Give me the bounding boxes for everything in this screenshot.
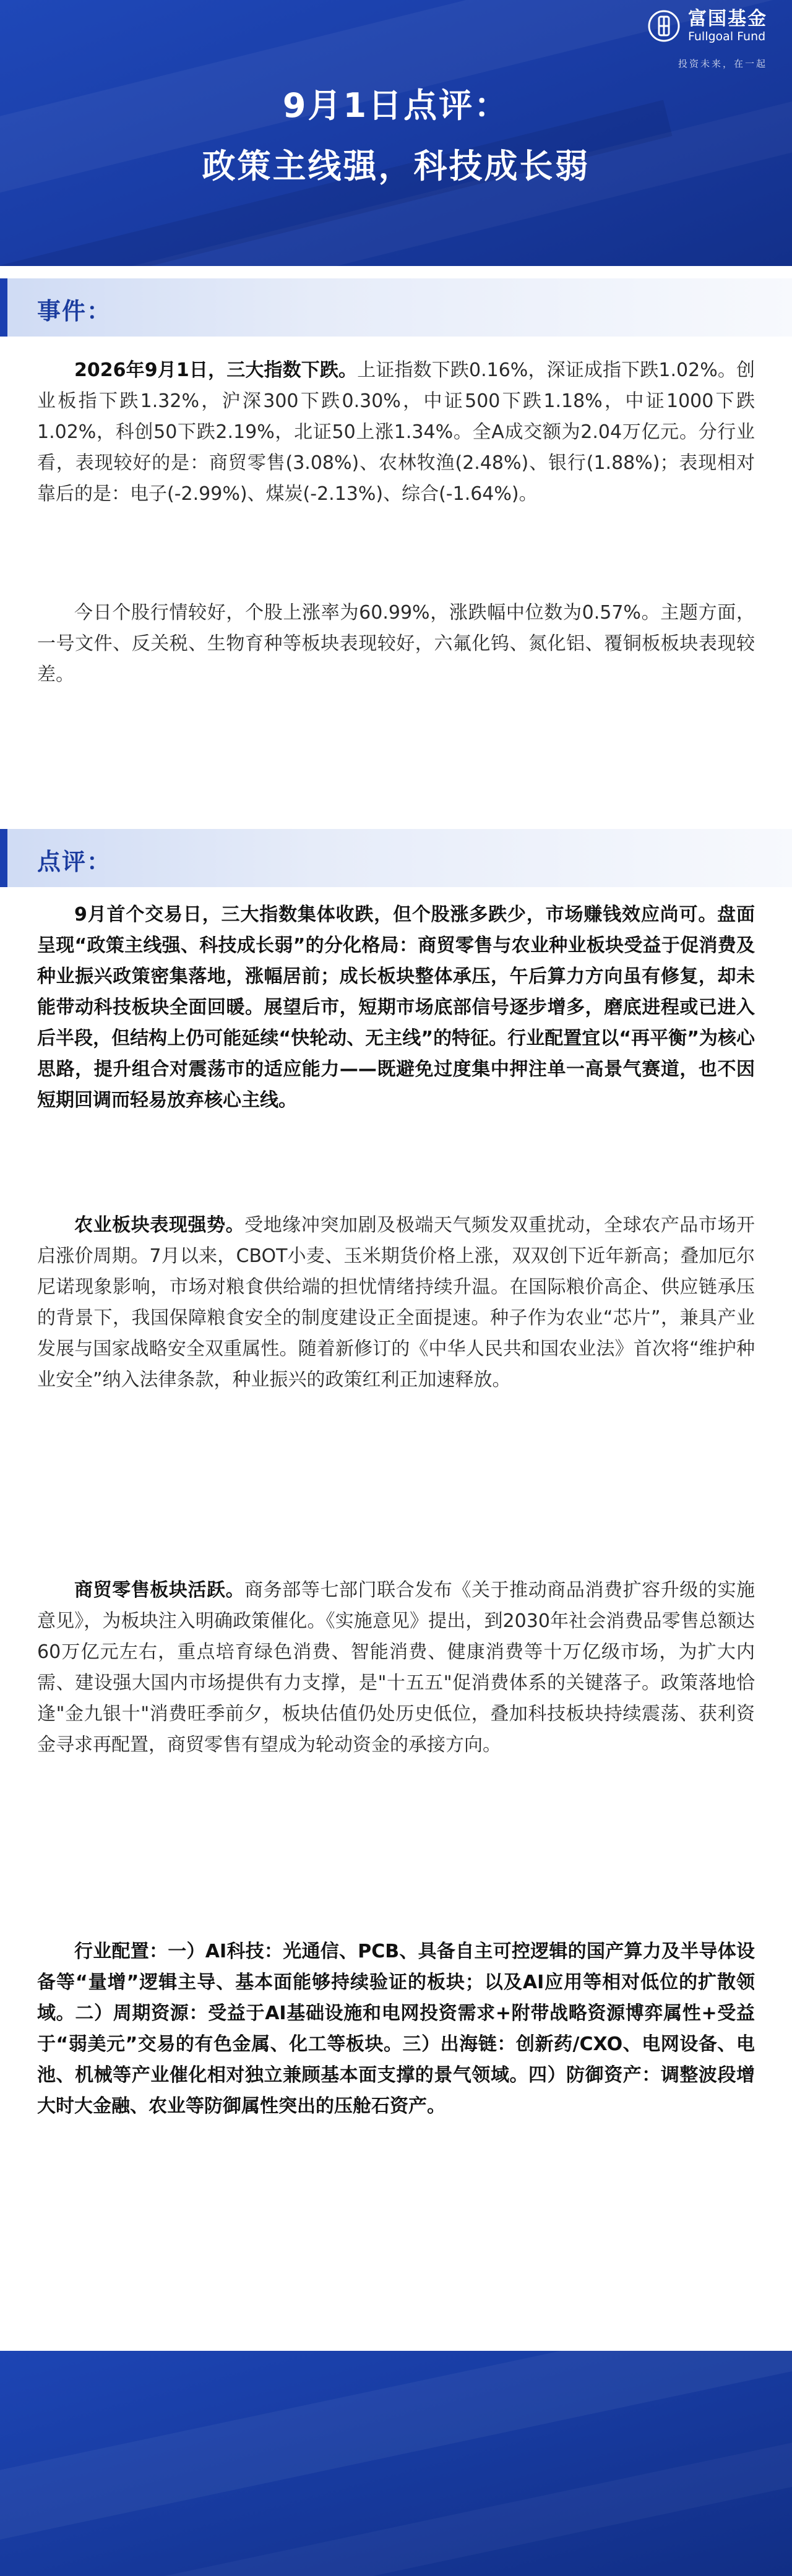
section-accent-bar bbox=[0, 278, 7, 337]
event-paragraph-2: 今日个股行情较好，个股上涨率为60.99%，涨跌幅中位数为0.57%。主题方面，一号文件、反关税、生物育种等板块表现较好，六氟化钨、氮化铝、覆铜板板块表现较差。 bbox=[37, 602, 755, 685]
event-body: 上证指数下跌0.16%，深证成指下跌1.02%。创业板指下跌1.32%，沪深300下跌0.30%，中证500下跌1.18%，中证1000下跌1.02%，科创50下跌2.19%，北证50上涨1.34%。全A成交额为2.04万亿元。分行业看，表现较好的是：商贸零售(3.08%)、农林牧渔(2.48%)、银行(1.88%)；表现相对靠后的是：电子(-2.99%)、煤炭(-2.13%)、综合(-1.64%)。 bbox=[37, 359, 755, 505]
section-label-event: 事件： bbox=[37, 298, 112, 325]
agriculture-body: 受地缘冲突加剧及极端天气频发双重扰动，全球农产品市场开启涨价周期。7月以来，CBOT小麦、玉米期货价格上涨，双双创下近年新高；叠加厄尔尼诺现象影响，市场对粮食供给端的担忧情绪持续升温。在国际粮价高企、供应链承压的背景下，我国保障粮食安全的制度建设正全面提速。种子作为农业“芯片”，兼具产业发展与国家战略安全双重属性。随着新修订的《中华人民共和国农业法》首次将“维护种业安全”纳入法律条款，种业振兴的政策红利正加速释放。 bbox=[37, 1214, 755, 1391]
section-header-comment bbox=[0, 829, 792, 887]
retail-lead: 商贸零售板块活跃。 bbox=[74, 1579, 245, 1601]
brand-name-cn: 富国基金 bbox=[688, 8, 767, 30]
brand-logo bbox=[647, 9, 767, 43]
footer-light-ray bbox=[0, 2351, 792, 2552]
page-title-line-1: 9月1日点评： bbox=[282, 86, 510, 125]
event-paragraph-1 bbox=[37, 355, 755, 510]
header-banner bbox=[0, 0, 792, 266]
page-title-line-2: 政策主线强，科技成长弱 bbox=[202, 147, 590, 186]
brand-name-en: Fullgoal Fund bbox=[688, 30, 766, 43]
event-lead: 2026年9月1日，三大指数下跌。 bbox=[74, 359, 358, 381]
footer-banner bbox=[0, 2351, 792, 2576]
retail-body: 商务部等七部门联合发布《关于推动商品消费扩容升级的实施意见》，为板块注入明确政策催化。《实施意见》提出，到2030年社会消费品零售总额达60万亿元左右，重点培育绿色消费、智能消费、健康消费等十万亿级市场，为扩大内需、建设强大国内市场提供有力支撑，是"十五五"促消费体系的关键落子。政策落地恰逢"金九银十"消费旺季前夕，板块估值仍处历史低位，叠加科技板块持续震荡、获利资金寻求再配置，商贸零售有望成为轮动资金的承接方向。 bbox=[37, 1579, 755, 1756]
comment-paragraph-summary: 9月首个交易日，三大指数集体收跌，但个股涨多跌少，市场赚钱效应尚可。盘面呈现“政策主线强、科技成长弱”的分化格局：商贸零售与农业种业板块受益于促消费及种业振兴政策密集落地，涨幅居前；成长板块整体承压，午后算力方向虽有修复，却未能带动科技板块全面回暖。展望后市，短期市场底部信号逐步增多，磨底进程或已进入后半段，但结构上仍可能延续“快轮动、无主线”的特征。行业配置宜以“再平衡”为核心思路，提升组合对震荡市的适应能力——既避免过度集中押注单一高景气赛道，也不因短期回调而轻易放弃核心主线。 bbox=[37, 904, 755, 1111]
section-label-comment: 点评： bbox=[37, 848, 112, 875]
comment-paragraph-agriculture bbox=[37, 1210, 755, 1396]
comment-paragraph-retail bbox=[37, 1575, 755, 1761]
fullgoal-logo-icon bbox=[647, 9, 681, 43]
section-accent-bar bbox=[0, 829, 7, 887]
brand-slogan: 投资未来，在一起 bbox=[678, 58, 767, 69]
agriculture-lead: 农业板块表现强势。 bbox=[74, 1214, 245, 1236]
section-header-event bbox=[0, 278, 792, 337]
comment-paragraph-allocation: 行业配置：一）AI科技：光通信、PCB、具备自主可控逻辑的国产算力及半导体设备等“量增”逻辑主导、基本面能够持续验证的板块；以及AI应用等相对低位的扩散领域。二）周期资源：受益于AI基础设施和电网投资需求+附带战略资源博弈属性+受益于“弱美元”交易的有色金属、化工等板块。三）出海链：创新药/CXO、电网设备、电池、机械等产业催化相对独立兼顾基本面支撑的景气领域。四）防御资产：调整波段增大时大金融、农业等防御属性突出的压舱石资产。 bbox=[37, 1941, 755, 2117]
